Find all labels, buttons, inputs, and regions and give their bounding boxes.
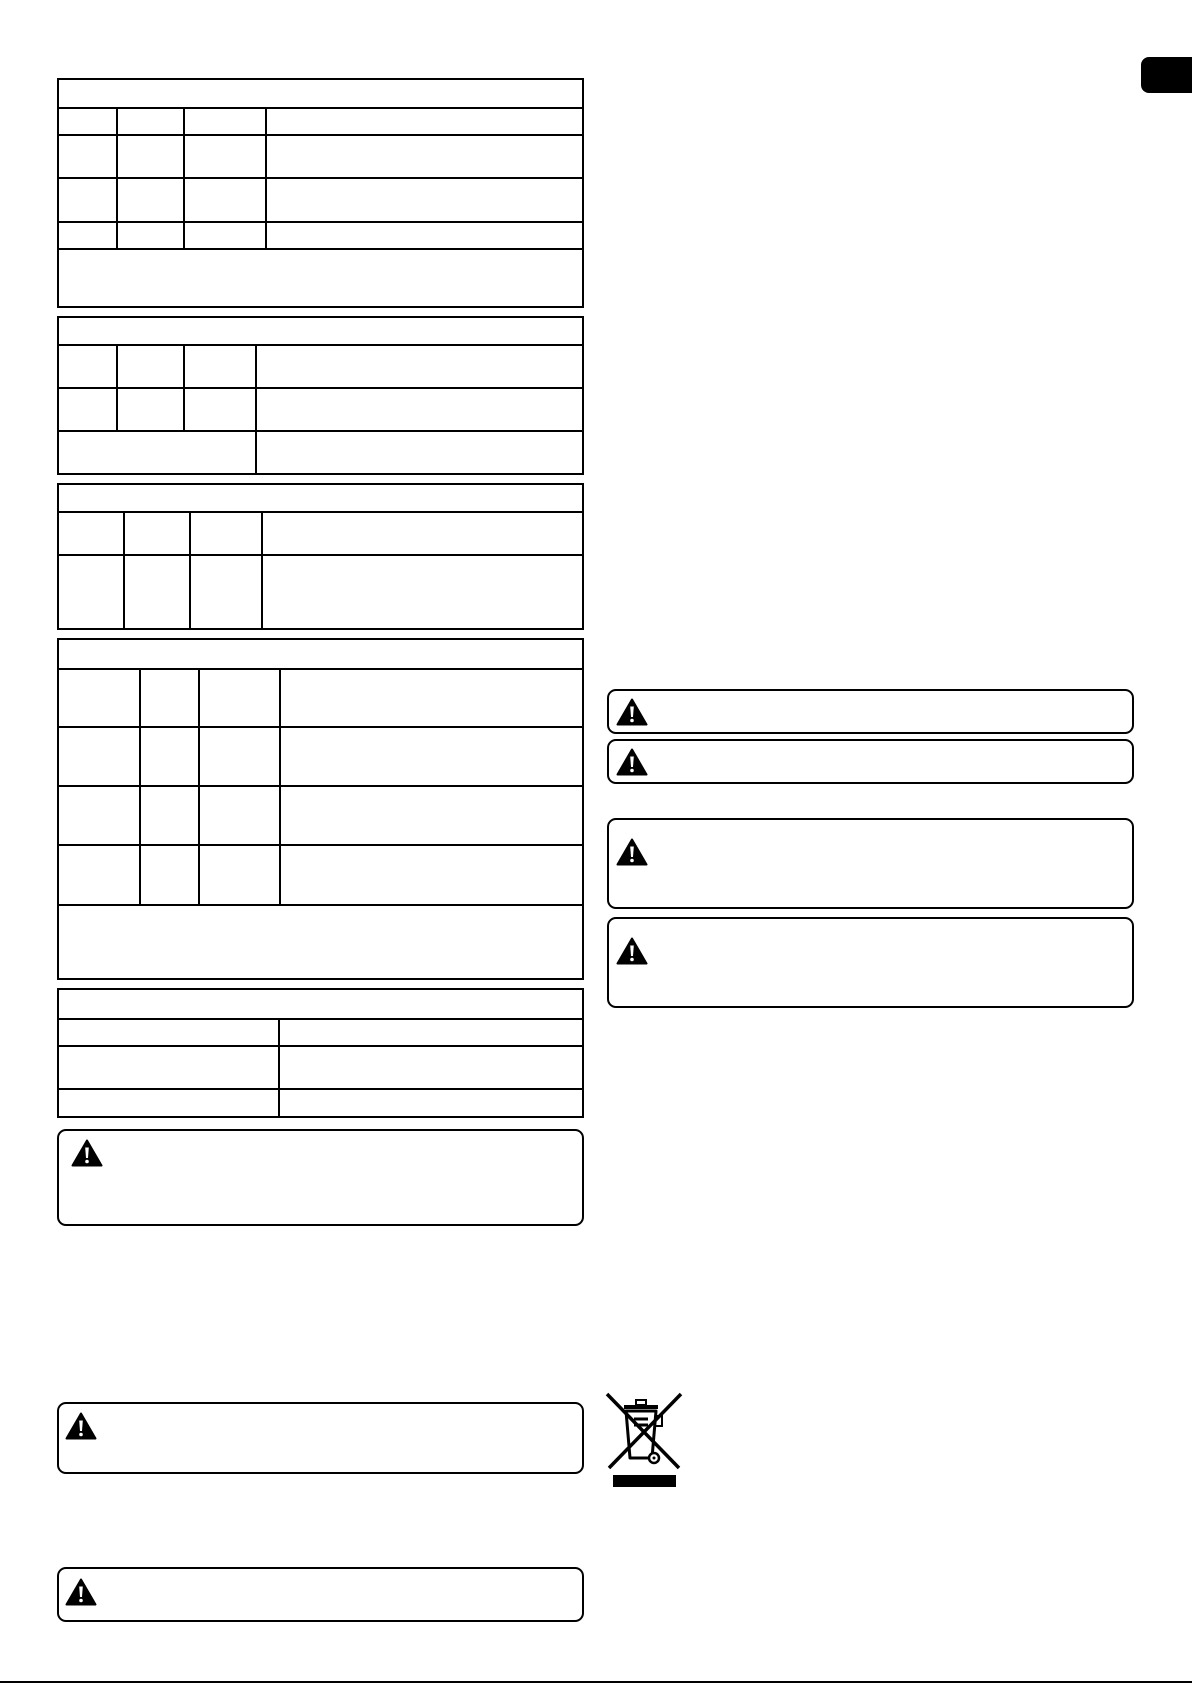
table-row-divider [59,554,582,556]
warning-triangle-icon [71,1139,103,1167]
language-tab [1141,57,1192,93]
footer-rule [0,1681,1192,1683]
table-col-divider [265,107,267,250]
table-row-divider [59,248,582,250]
warning-triangle-icon [616,937,648,965]
warning-triangle-icon [616,748,648,776]
table-col-divider [255,344,257,475]
table-col-divider [139,668,141,906]
table-row-divider [59,107,582,109]
table-col-divider [123,511,125,630]
table-col-divider [189,511,191,630]
warning-triangle-icon [616,698,648,726]
table-col-divider [116,107,118,250]
warning-box [57,1402,584,1474]
spec-table-1 [57,78,584,308]
warning-box [57,1567,584,1622]
table-row-divider [59,1045,582,1047]
table-row-divider [59,387,582,389]
warning-triangle-icon [616,838,648,866]
spec-table-2 [57,316,584,475]
table-row-divider [59,511,582,513]
table-col-divider [183,107,185,250]
table-row-divider [59,668,582,670]
table-row-divider [59,177,582,179]
table-row-divider [59,726,582,728]
table-row-divider [59,430,582,432]
warning-box [607,818,1134,909]
table-col-divider [183,344,185,432]
warning-box [607,739,1134,784]
spec-table-4 [57,638,584,980]
spec-table-3 [57,483,584,630]
table-col-divider [278,1018,280,1118]
warning-box [607,917,1134,1008]
table-row-divider [59,904,582,906]
warning-box [607,689,1134,734]
table-row-divider [59,344,582,346]
table-row-divider [59,221,582,223]
warning-triangle-icon [65,1412,97,1440]
table-row-divider [59,134,582,136]
table-row-divider [59,1018,582,1020]
warning-box [57,1129,584,1226]
table-col-divider [198,668,200,906]
warning-triangle-icon [65,1578,97,1606]
table-col-divider [116,344,118,432]
spec-table-5 [57,988,584,1118]
table-row-divider [59,844,582,846]
table-col-divider [279,668,281,906]
table-col-divider [261,511,263,630]
table-row-divider [59,1088,582,1090]
crossed-out-wheelie-bin-icon [604,1392,684,1489]
table-row-divider [59,785,582,787]
